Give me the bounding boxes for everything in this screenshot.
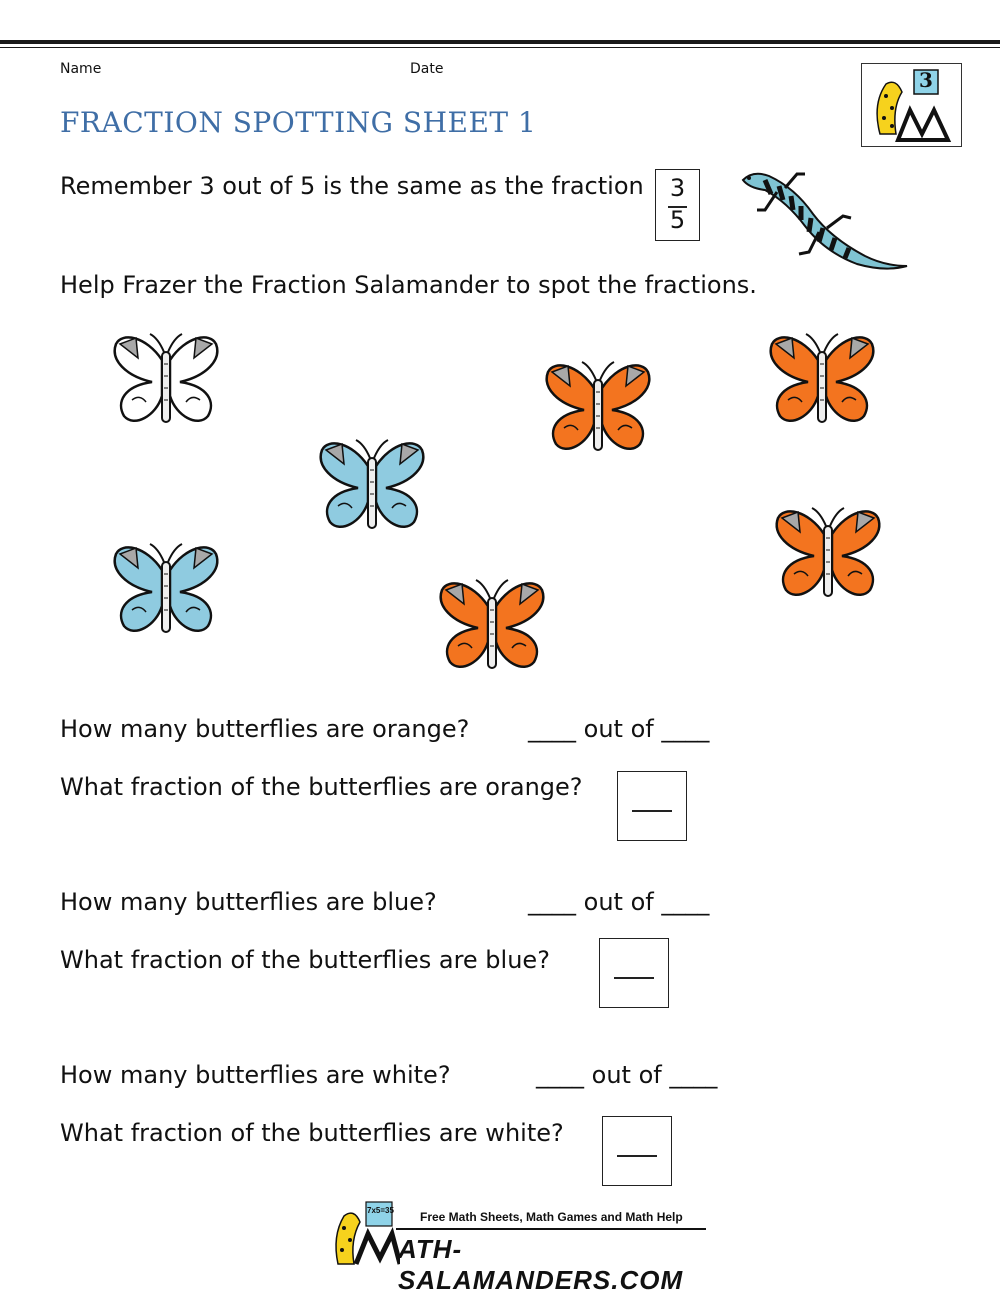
grade-logo [861, 63, 962, 147]
salamander-illustration [735, 166, 910, 276]
butterfly-blue [110, 540, 222, 636]
date-label: Date [410, 61, 444, 77]
top-rule [0, 40, 1000, 44]
fraction-answer-box-white[interactable] [602, 1116, 672, 1186]
butterfly-orange [542, 358, 654, 454]
fraction-question-white: What fraction of the butterflies are white? [60, 1119, 564, 1147]
salamander-logo-icon [862, 64, 961, 146]
grade-number: 3 [919, 68, 933, 92]
name-label: Name [60, 61, 102, 77]
reminder-text: Remember 3 out of 5 is the same as the fraction [60, 172, 644, 200]
badge-text: 7x5=35 [367, 1206, 394, 1215]
count-answer-white[interactable]: ____ out of ____ [536, 1061, 718, 1089]
fraction-answer-box-blue[interactable] [599, 938, 669, 1008]
footer-site-name[interactable] [398, 1234, 710, 1296]
footer-tagline: Free Math Sheets, Math Games and Math Help [420, 1210, 683, 1224]
count-answer-orange[interactable]: ____ out of ____ [528, 715, 710, 743]
count-question-white: How many butterflies are white? [60, 1061, 451, 1089]
count-question-blue: How many butterflies are blue? [60, 888, 437, 916]
butterfly-orange [436, 576, 548, 672]
butterfly-orange [766, 330, 878, 426]
top-rule-thin [0, 47, 1000, 48]
count-answer-blue[interactable]: ____ out of ____ [528, 888, 710, 916]
footer-site-name-text: ATH-SALAMANDERS.COM [398, 1234, 684, 1295]
fraction-denominator: 5 [669, 206, 686, 234]
butterfly-orange [772, 504, 884, 600]
page-title: FRACTION SPOTTING SHEET 1 [60, 106, 537, 139]
example-fraction [655, 169, 700, 241]
footer-logo [330, 1200, 710, 1295]
butterfly-white [110, 330, 222, 426]
fraction-question-blue: What fraction of the butterflies are blue? [60, 946, 550, 974]
fraction-answer-box-orange[interactable] [617, 771, 687, 841]
butterfly-blue [316, 436, 428, 532]
count-question-orange: How many butterflies are orange? [60, 715, 470, 743]
fraction-question-orange: What fraction of the butterflies are orange? [60, 773, 583, 801]
footer-rule [396, 1228, 706, 1230]
instruction-text: Help Frazer the Fraction Salamander to spot the fractions. [60, 271, 757, 299]
fraction-numerator: 3 [669, 174, 686, 202]
